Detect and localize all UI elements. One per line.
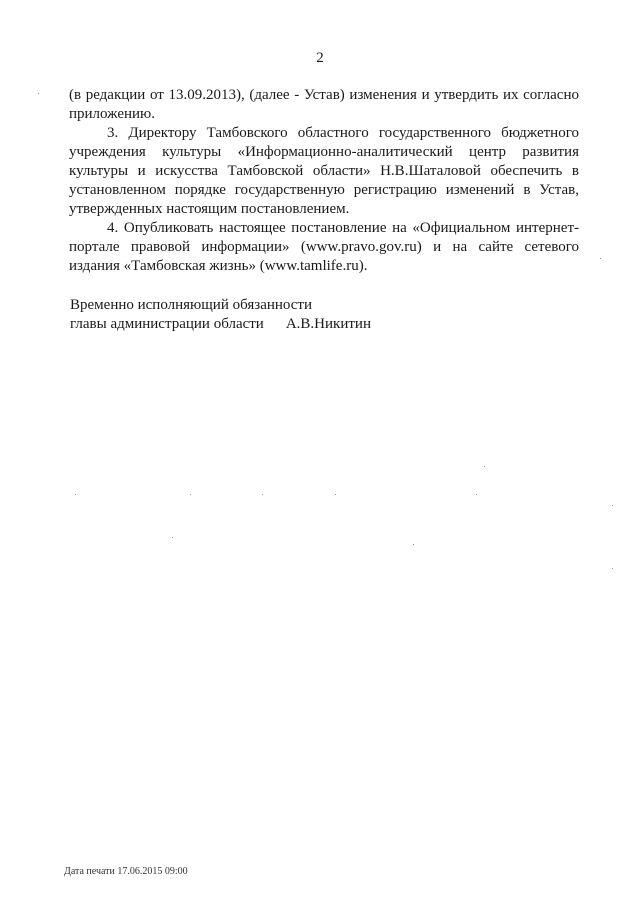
page-number: 2 (316, 50, 324, 66)
scan-speck (172, 537, 173, 538)
document-body (69, 86, 579, 276)
scan-speck (413, 544, 414, 545)
paragraph-3: 3. Директору Тамбовского областного государственного бюджетного учреждения культуры «Информационно-аналитический центр развития культуры и искусства Тамбовской области» Н.В.Шаталовой обеспечить в установленном порядке государственную регистрацию изменений в Устав, утвержденных настоящим постановлением. (69, 125, 579, 217)
scan-speck (612, 568, 613, 569)
paragraph-continuation: (в редакции от 13.09.2013), (далее - Устав) изменения и утвердить их согласно приложению. (69, 87, 579, 122)
scan-speck (75, 494, 76, 495)
scan-speck (38, 93, 39, 94)
signature-block (70, 296, 371, 334)
print-date-footer: Дата печати 17.06.2015 09:00 (64, 866, 188, 877)
scan-speck (476, 494, 477, 495)
signature-position-text: главы администрации области (70, 316, 264, 332)
scan-speck (600, 258, 601, 259)
signature-position-line1: Временно исполняющий обязанности (70, 297, 313, 313)
scan-speck (190, 494, 191, 495)
scan-speck (262, 494, 263, 495)
paragraph-4: 4. Опубликовать настоящее постановление на «Официальном интернет-портале правовой информации» (www.pravo.gov.ru) и на сайте сетевого издания «Тамбовская жизнь» (www.tamlife.ru). (69, 220, 579, 274)
scan-speck (612, 505, 613, 506)
signatory-name: А.В.Никитин (285, 316, 371, 332)
scan-speck (484, 466, 485, 467)
signature-position-line2 (70, 315, 371, 334)
scan-speck (335, 494, 336, 495)
